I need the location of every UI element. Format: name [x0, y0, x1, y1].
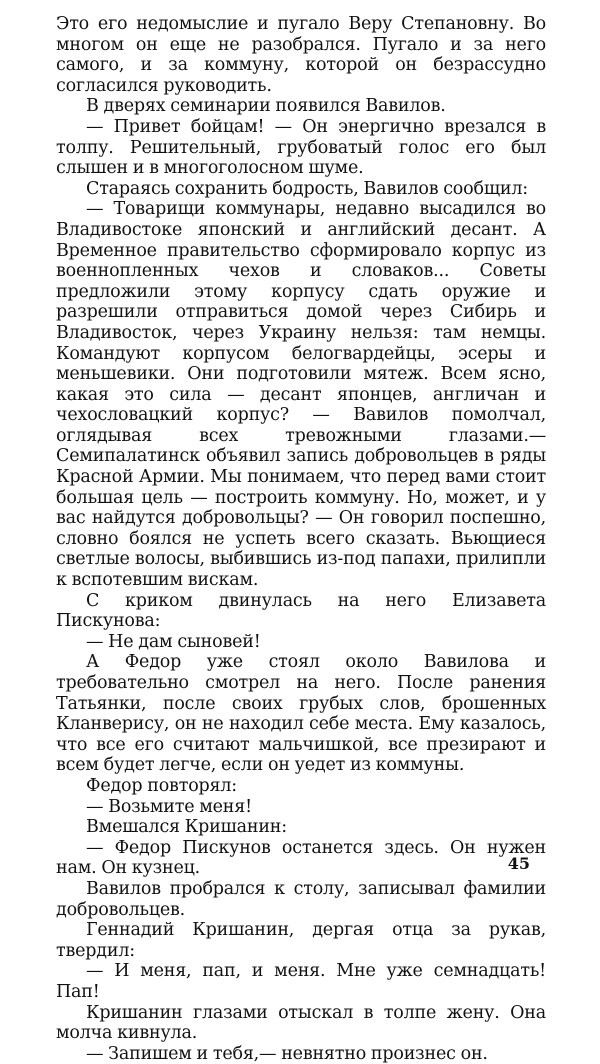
paragraph: Это его недомыслие и пугало Веру Степановну. Во многом он еще не разобрался. Пугало и за него самого, и за коммуну, которой он безрассудно согласился руководить. — [56, 14, 546, 96]
paragraph: — Товарищи коммунары, недавно высадился во Владивостоке японский и английский десант. А Временное правительство сформировало корпус из военнопленных чехов и словаков... Советы предложили этому корпусу сдать оружие и разрешили отправиться домой через Сибирь и Владивосток, через Украину нельзя: там немцы. Командуют корпусом белогвардейцы, эсеры и меньшевики. Они подготовили мятеж. Всем ясно, какая это сила — десант японцев, англичан и чехословацкий корпус? — Вавилов помолчал, оглядывая всех тревожными глазами.— Семипалатинск объявил запись добровольцев в ряды Красной Армии. Мы понимаем, что перед вами стоит большая цель — построить коммуну. Но, может, и у вас найдутся добровольцы? — Он говорил поспешно, словно боялся не успеть всего сказать. Вьющиеся светлые волосы, выбившись из-под папахи, прилипли к вспотевшим вискам. — [56, 199, 546, 591]
paragraph: — Федор Пискунов останется здесь. Он нужен нам. Он кузнец. — [56, 837, 546, 879]
paragraph: — Запишем и тебя,— невнятно произнес он. — [86, 1043, 488, 1064]
paragraph: Кришанин глазами отыскал в толпе жену. Она молча кивнула. — [56, 1002, 546, 1044]
paragraph: Вавилов пробрался к столу, записывал фамилии добровольцев. — [56, 878, 546, 920]
paragraph: Стараясь сохранить бодрость, Вавилов сообщил: — [86, 178, 528, 199]
paragraph: — Привет бойцам! — Он энергично врезался в толпу. Решительный, грубоватый голос его был слышен и в многоголосном шуме. — [56, 116, 546, 179]
paragraph: Вмешался Кришанин: — [86, 817, 287, 838]
paragraph: В дверях семинарии появился Вавилов. — [86, 96, 446, 117]
paragraph: С криком двинулась на него Елизавета Пискунова: — [56, 590, 546, 632]
page-number: 45 — [507, 854, 530, 873]
paragraph: А Федор уже стоял около Вавилова и требовательно смотрел на него. После ранения Татьянки, после своих грубых слов, брошенных Кланверису, он не находил себе места. Ему казалось, что все его считают мальчишкой, все презирают и всем будет легче, если он уедет из коммуны. — [56, 652, 546, 776]
paragraph: — Не дам сыновей! — [86, 631, 261, 652]
paragraph: — И меня, пап, и меня. Мне уже семнадцать! Пап! — [56, 961, 546, 1002]
paragraph: Геннадий Кришанин, дергая отца за рукав, твердил: — [56, 920, 546, 961]
paragraph: — Возьмите меня! — [86, 796, 252, 817]
body-text — [56, 14, 546, 1064]
paragraph: Федор повторял: — [86, 775, 237, 796]
